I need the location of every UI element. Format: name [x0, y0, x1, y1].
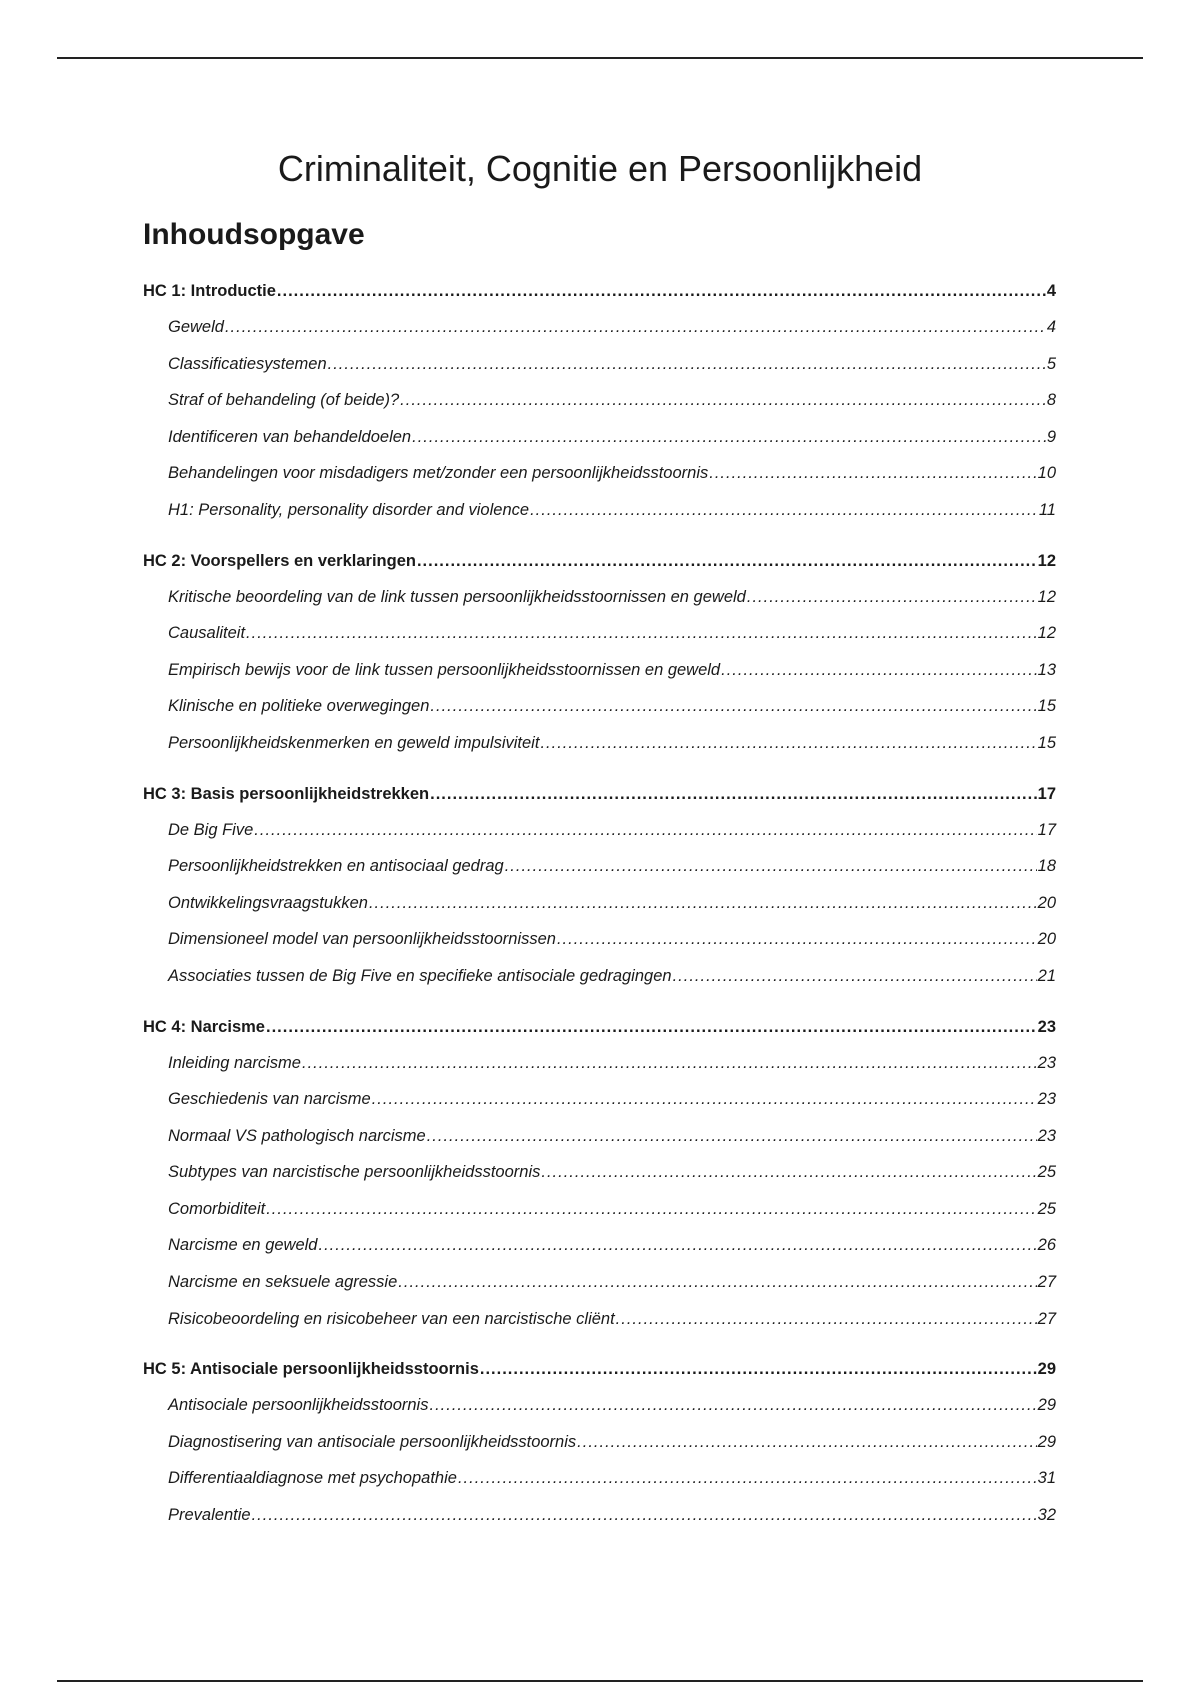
- toc-leader-dots: [266, 1016, 1037, 1038]
- toc-page-number: 29: [1037, 1432, 1056, 1451]
- document-title: Criminaliteit, Cognitie en Persoonlijkheid: [277, 148, 923, 189]
- toc-section-entry[interactable]: [143, 622, 1056, 659]
- toc-page-number: 18: [1037, 857, 1056, 876]
- toc-chapter-entry[interactable]: [143, 550, 1056, 586]
- toc-page-number: 8: [1046, 391, 1056, 410]
- toc-entry-label: Narcisme en seksuele agressie: [168, 1273, 398, 1292]
- toc-entry-label: HC 3: Basis persoonlijkheidstrekken: [143, 784, 430, 803]
- toc-page-number: 9: [1046, 427, 1056, 446]
- toc-section-entry[interactable]: [143, 1308, 1056, 1345]
- toc-entry-label: Empirisch bewijs voor de link tussen persoonlijkheidsstoornissen en geweld: [168, 660, 721, 679]
- toc-entry-label: De Big Five: [168, 820, 254, 839]
- toc-entry-label: Straf of behandeling (of beide)?: [168, 391, 400, 410]
- toc-leader-dots: [246, 622, 1037, 644]
- toc-section-entry[interactable]: [143, 353, 1056, 390]
- toc-entry-label: Kritische beoordeling van de link tussen persoonlijkheidsstoornissen en geweld: [168, 587, 746, 606]
- toc-entry-label: Behandelingen voor misdadigers met/zonder een persoonlijkheidsstoornis: [168, 464, 709, 483]
- toc-page-number: 23: [1037, 1090, 1056, 1109]
- toc-page-number: 17: [1037, 784, 1056, 803]
- toc-page-number: 23: [1037, 1053, 1056, 1072]
- toc-page-number: 25: [1037, 1199, 1056, 1218]
- toc-entry-label: H1: Personality, personality disorder and violence: [168, 500, 530, 519]
- toc-entry-label: Geweld: [168, 318, 224, 336]
- toc-section-entry[interactable]: [143, 659, 1056, 696]
- toc-leader-dots: [673, 965, 1037, 987]
- toc-leader-dots: [372, 1088, 1037, 1110]
- toc-section-entry[interactable]: [143, 499, 1056, 536]
- toc-page-number: 20: [1037, 893, 1056, 912]
- toc-leader-dots: [252, 1504, 1037, 1526]
- toc-page-number: 11: [1038, 500, 1056, 519]
- toc-page-number: 27: [1037, 1309, 1056, 1328]
- toc-entry-label: Normaal VS pathologisch narcisme: [168, 1126, 426, 1145]
- footer-rule: [57, 1680, 1143, 1682]
- toc-entry-label: Ontwikkelingsvraagstukken: [168, 893, 368, 912]
- toc-heading: Inhoudsopgave: [143, 218, 365, 251]
- toc-page-number: 4: [1046, 282, 1056, 300]
- toc-leader-dots: [412, 426, 1046, 448]
- toc-chapter: [143, 1016, 1056, 1345]
- toc-entry-label: Geschiedenis van narcisme: [168, 1090, 371, 1109]
- toc-leader-dots: [721, 659, 1037, 681]
- toc-page-number: 31: [1037, 1469, 1056, 1488]
- toc-section-entry[interactable]: [143, 1431, 1056, 1468]
- toc-chapter: [143, 1358, 1056, 1540]
- toc-section-entry[interactable]: [143, 586, 1056, 623]
- toc-entry-label: HC 4: Narcisme: [143, 1017, 265, 1036]
- toc-section-entry[interactable]: [143, 1271, 1056, 1308]
- table-of-contents: [143, 280, 1056, 1555]
- toc-entry-label: Antisociale persoonlijkheidsstoornis: [168, 1396, 429, 1415]
- toc-leader-dots: [430, 783, 1037, 805]
- toc-entry-label: Narcisme en geweld: [168, 1236, 318, 1255]
- toc-section-entry[interactable]: [143, 855, 1056, 892]
- toc-leader-dots: [541, 1161, 1036, 1183]
- toc-entry-label: Causaliteit: [168, 624, 246, 643]
- toc-section-entry[interactable]: [143, 1394, 1056, 1431]
- toc-leader-dots: [318, 1234, 1036, 1256]
- toc-leader-dots: [429, 1394, 1036, 1416]
- toc-chapter: [143, 783, 1056, 1002]
- toc-section-entry[interactable]: [143, 892, 1056, 929]
- toc-section-entry[interactable]: [143, 389, 1056, 426]
- toc-leader-dots: [458, 1467, 1037, 1489]
- toc-page-number: 29: [1037, 1396, 1056, 1415]
- toc-section-entry[interactable]: [143, 819, 1056, 856]
- toc-page-number: 12: [1037, 587, 1056, 606]
- toc-section-entry[interactable]: [143, 965, 1056, 1002]
- toc-page-number: 21: [1037, 966, 1056, 985]
- toc-chapter-entry[interactable]: [143, 783, 1056, 819]
- toc-page-number: 32: [1037, 1506, 1056, 1525]
- toc-entry-label: Diagnostisering van antisociale persoonlijkheidsstoornis: [168, 1432, 577, 1451]
- toc-section-entry[interactable]: [143, 426, 1056, 463]
- toc-entry-label: HC 5: Antisociale persoonlijkheidsstoornis: [143, 1360, 479, 1379]
- toc-entry-label: Persoonlijkheidstrekken en antisociaal gedrag: [168, 857, 504, 876]
- toc-page-number: 29: [1037, 1360, 1056, 1379]
- toc-page-number: 17: [1037, 820, 1056, 839]
- toc-page-number: 5: [1046, 354, 1056, 373]
- toc-entry-label: Associaties tussen de Big Five en specifieke antisociale gedragingen: [168, 966, 672, 985]
- toc-entry-label: Classificatiesystemen: [168, 354, 327, 373]
- toc-chapter-entry[interactable]: [143, 1016, 1056, 1052]
- toc-section-entry[interactable]: [143, 1198, 1056, 1235]
- toc-leader-dots: [400, 389, 1046, 411]
- toc-entry-label: Prevalentie: [168, 1506, 251, 1525]
- toc-section-entry[interactable]: [143, 1088, 1056, 1125]
- toc-page-number: 23: [1037, 1126, 1056, 1145]
- toc-section-entry[interactable]: [143, 928, 1056, 965]
- toc-chapter-entry[interactable]: [143, 280, 1056, 316]
- toc-leader-dots: [616, 1308, 1037, 1330]
- toc-page-number: 27: [1037, 1273, 1056, 1292]
- toc-entry-label: Comorbiditeit: [168, 1199, 266, 1218]
- header-rule: [57, 57, 1143, 59]
- toc-section-entry[interactable]: [143, 316, 1056, 353]
- toc-chapter: [143, 550, 1056, 769]
- toc-section-entry[interactable]: [143, 1052, 1056, 1089]
- toc-section-entry[interactable]: [143, 1161, 1056, 1198]
- toc-chapter: [143, 280, 1056, 536]
- toc-leader-dots: [225, 316, 1046, 338]
- toc-entry-label: Risicobeoordeling en risicobeheer van een narcistische cliënt: [168, 1309, 615, 1328]
- toc-leader-dots: [709, 462, 1036, 484]
- toc-section-entry[interactable]: [143, 1234, 1056, 1271]
- toc-section-entry[interactable]: [143, 732, 1056, 769]
- toc-leader-dots: [277, 280, 1046, 302]
- toc-leader-dots: [540, 732, 1036, 754]
- toc-section-entry[interactable]: [143, 462, 1056, 499]
- toc-leader-dots: [302, 1052, 1037, 1074]
- toc-page-number: 13: [1037, 660, 1056, 679]
- toc-leader-dots: [266, 1198, 1036, 1220]
- toc-page-number: 15: [1037, 733, 1056, 752]
- toc-page-number: 12: [1037, 624, 1056, 643]
- toc-section-entry[interactable]: [143, 1467, 1056, 1504]
- toc-entry-label: Persoonlijkheidskenmerken en geweld impulsiviteit: [168, 733, 540, 752]
- toc-chapter-entry[interactable]: [143, 1358, 1056, 1394]
- toc-leader-dots: [747, 586, 1037, 608]
- toc-leader-dots: [398, 1271, 1036, 1293]
- toc-leader-dots: [577, 1431, 1036, 1453]
- toc-page-number: 26: [1037, 1236, 1056, 1255]
- toc-section-entry[interactable]: [143, 1504, 1056, 1541]
- toc-leader-dots: [530, 499, 1038, 521]
- toc-page-number: 20: [1037, 930, 1056, 949]
- toc-page-number: 12: [1037, 551, 1056, 570]
- toc-page-number: 15: [1037, 697, 1056, 716]
- toc-page-number: 25: [1037, 1163, 1056, 1182]
- toc-leader-dots: [430, 695, 1036, 717]
- toc-entry-label: Subtypes van narcistische persoonlijkheidsstoornis: [168, 1163, 541, 1182]
- toc-leader-dots: [505, 855, 1037, 877]
- toc-entry-label: Inleiding narcisme: [168, 1053, 301, 1072]
- toc-leader-dots: [480, 1358, 1037, 1380]
- toc-section-entry[interactable]: [143, 695, 1056, 732]
- toc-entry-label: HC 2: Voorspellers en verklaringen: [143, 551, 416, 570]
- toc-leader-dots: [417, 550, 1037, 572]
- toc-entry-label: Dimensioneel model van persoonlijkheidsstoornissen: [168, 930, 556, 949]
- toc-page-number: 10: [1037, 464, 1056, 483]
- toc-entry-label: HC 1: Introductie: [143, 282, 276, 300]
- toc-section-entry[interactable]: [143, 1125, 1056, 1162]
- toc-leader-dots: [427, 1125, 1037, 1147]
- toc-leader-dots: [254, 819, 1036, 841]
- toc-entry-label: Klinische en politieke overwegingen: [168, 697, 430, 716]
- toc-entry-label: Differentiaaldiagnose met psychopathie: [168, 1469, 457, 1488]
- toc-leader-dots: [557, 928, 1037, 950]
- toc-page-number: 4: [1046, 318, 1056, 336]
- toc-leader-dots: [369, 892, 1037, 914]
- toc-page-number: 23: [1037, 1017, 1056, 1036]
- toc-entry-label: Identificeren van behandeldoelen: [168, 427, 412, 446]
- toc-leader-dots: [328, 353, 1046, 375]
